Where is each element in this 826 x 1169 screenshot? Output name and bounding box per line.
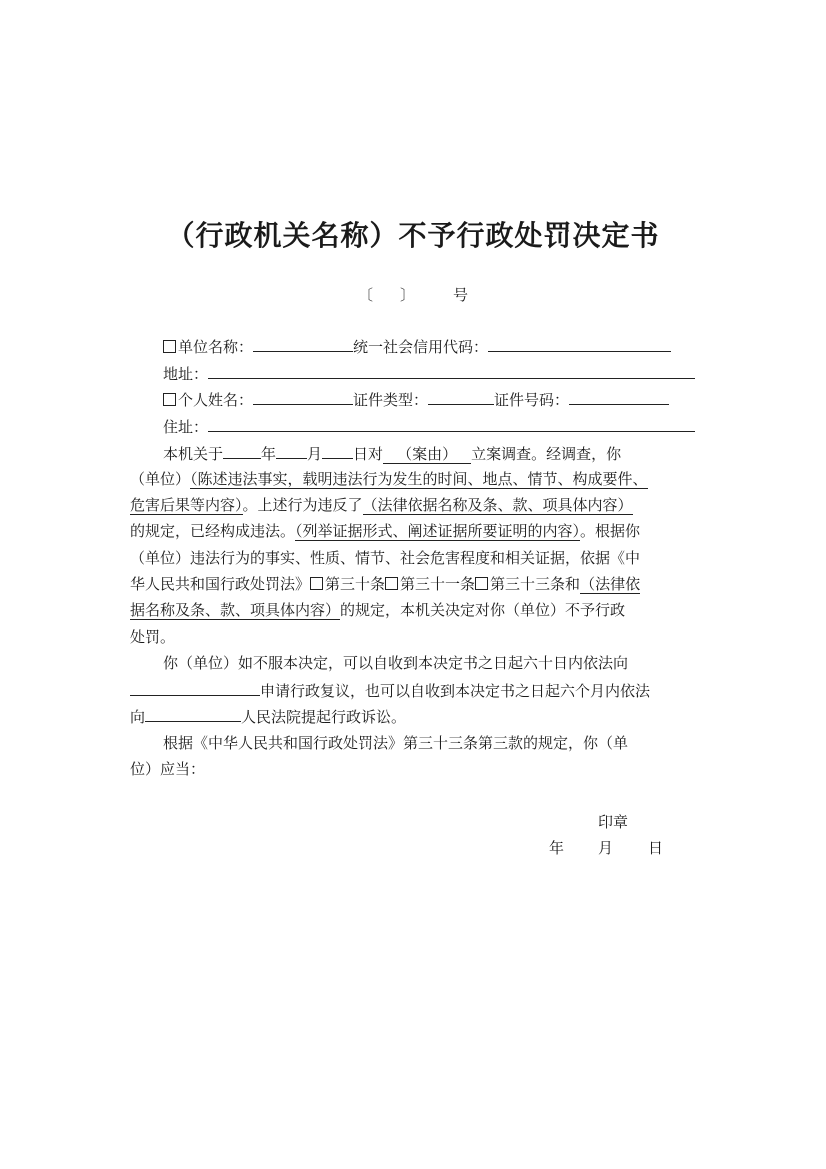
body-text: （单位） bbox=[130, 470, 191, 488]
remedy-line-1 bbox=[163, 651, 628, 675]
id-number-field[interactable] bbox=[569, 387, 669, 405]
body-text: 位）应当： bbox=[130, 760, 206, 778]
address-field[interactable] bbox=[208, 361, 695, 379]
body-text: 申请行政复议，也可以自收到本决定书之日起六个月内依法 bbox=[260, 682, 651, 700]
body-line-6 bbox=[130, 572, 640, 596]
evidence-field[interactable]: （列举证据形式、阐述证据所要证明的内容） bbox=[295, 522, 581, 540]
article-31-checkbox[interactable] bbox=[385, 577, 398, 590]
article-30-checkbox[interactable] bbox=[310, 577, 323, 590]
credit-code-label: 统一社会信用代码： bbox=[353, 338, 489, 356]
residence-label: 住址： bbox=[163, 418, 209, 436]
month-label: 月 bbox=[307, 445, 323, 463]
unit-name-field[interactable] bbox=[253, 334, 353, 352]
person-checkbox[interactable] bbox=[163, 393, 176, 406]
body-line-3 bbox=[130, 493, 633, 517]
body-text: 的规定，本机关决定对你（单位）不予行政 bbox=[340, 601, 626, 619]
body-text: 人民法院提起行政诉讼。 bbox=[241, 708, 407, 726]
body-line-5 bbox=[130, 546, 640, 570]
body-line-7 bbox=[130, 598, 625, 622]
remedy-line-2 bbox=[130, 678, 650, 702]
document-title: （行政机关名称）不予行政处罚决定书 bbox=[166, 219, 660, 252]
legal-basis-field[interactable]: 据名称及条、款、项具体内容） bbox=[130, 601, 341, 619]
body-text: （单位）违法行为的事实、性质、情节、社会危害程度和相关证据，依据《中 bbox=[130, 549, 641, 567]
day-label: 日对 bbox=[353, 445, 384, 463]
notice-line-2 bbox=[130, 757, 205, 781]
address-label: 地址： bbox=[163, 365, 209, 383]
body-line-8 bbox=[130, 625, 175, 649]
body-text: 的规定，已经构成违法。 bbox=[130, 522, 296, 540]
person-name-field[interactable] bbox=[253, 387, 353, 405]
day-field[interactable] bbox=[322, 441, 353, 459]
body-text: 根据《中华人民共和国行政处罚法》第三十三条第三款的规定，你（单 bbox=[163, 734, 629, 752]
body-text: 你（单位）如不服本决定，可以自收到本决定书之日起六十日内依法向 bbox=[163, 654, 629, 672]
person-name-label: 个人姓名： bbox=[178, 391, 254, 409]
id-type-label: 证件类型： bbox=[353, 391, 429, 409]
body-text: 向 bbox=[130, 708, 146, 726]
notice-line-1 bbox=[163, 731, 628, 755]
date-year-label: 年 bbox=[549, 839, 565, 857]
doc-number-suffix: 号 bbox=[453, 286, 469, 304]
month-field[interactable] bbox=[276, 441, 307, 459]
article-30-label: 第三十条 bbox=[325, 575, 386, 593]
year-label: 年 bbox=[261, 445, 277, 463]
id-type-field[interactable] bbox=[428, 387, 494, 405]
doc-number-close: 〕 bbox=[400, 286, 416, 304]
remedy-line-3 bbox=[130, 704, 406, 728]
body-line-2 bbox=[130, 467, 648, 491]
review-organ-field[interactable] bbox=[130, 678, 260, 696]
body-line-1 bbox=[163, 441, 621, 465]
article-33-checkbox[interactable] bbox=[475, 577, 488, 590]
facts-field[interactable]: （陈述违法事实，载明违法行为发生的时间、地点、情节、构成要件、 bbox=[190, 470, 648, 488]
credit-code-field[interactable] bbox=[488, 334, 671, 352]
residence-row bbox=[163, 414, 697, 438]
facts-field[interactable]: 危害后果等内容） bbox=[130, 496, 243, 514]
unit-info-row bbox=[163, 334, 697, 358]
date-day-label: 日 bbox=[648, 839, 664, 857]
unit-checkbox[interactable] bbox=[163, 340, 176, 353]
article-31-label: 第三十一条 bbox=[400, 575, 476, 593]
id-number-label: 证件号码： bbox=[494, 391, 570, 409]
body-line-4 bbox=[130, 519, 640, 543]
case-cause-field[interactable]: （案由） bbox=[383, 445, 471, 464]
court-field[interactable] bbox=[145, 704, 241, 722]
person-info-row bbox=[163, 387, 697, 411]
residence-field[interactable] bbox=[208, 414, 695, 432]
body-text: 。上述行为违反了 bbox=[242, 496, 363, 514]
body-text: 处罚。 bbox=[130, 628, 176, 646]
legal-basis-field[interactable]: （法律依据名称及条、款、项具体内容） bbox=[362, 496, 633, 514]
body-text: 华人民共和国行政处罚法》 bbox=[130, 575, 311, 593]
address-row bbox=[163, 361, 697, 385]
body-text: 本机关于 bbox=[163, 445, 224, 463]
body-text: 立案调查。经调查，你 bbox=[471, 445, 622, 463]
date-month-label: 月 bbox=[598, 839, 614, 857]
body-text: 。根据你 bbox=[580, 522, 641, 540]
unit-name-label: 单位名称： bbox=[178, 338, 254, 356]
seal-label: 印章 bbox=[598, 813, 629, 831]
year-field[interactable] bbox=[223, 441, 261, 459]
article-33-label: 第三十三条和 bbox=[490, 575, 581, 593]
legal-basis-field[interactable]: （法律依 bbox=[580, 575, 641, 593]
doc-number-open: 〔 bbox=[358, 286, 374, 304]
